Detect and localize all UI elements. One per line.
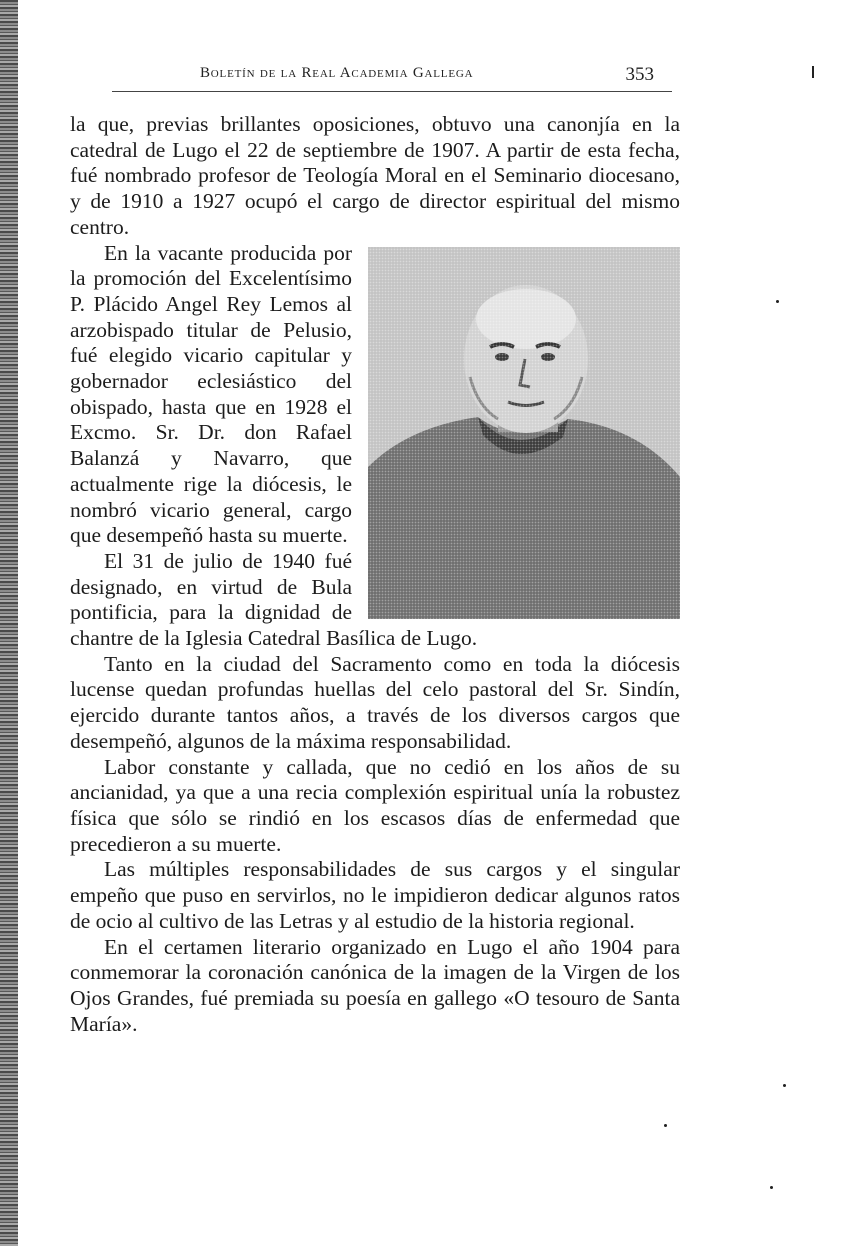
paragraph: Tanto en la ciudad del Sacramento como en toda la diócesis lucense quedan profundas huellas del celo pastoral del Sr. Sindín, ejercido durante tantos años, a través de los diversos cargos que desempeñó, algunos de la máxima responsabilidad. <box>70 651 680 753</box>
print-speck <box>664 1124 667 1127</box>
page-header <box>112 62 672 92</box>
paragraph: En el certamen literario organizado en Lugo el año 1904 para conmemorar la coronación canónica de la imagen de la Virgen de los Ojos Grandes, fué premiada su poesía en gallego «O tesouro de Santa María». <box>70 934 680 1036</box>
page-number: 353 <box>625 64 654 85</box>
book-binding-edge <box>0 0 18 1246</box>
header-rule <box>112 91 672 92</box>
portrait-photo <box>368 247 680 619</box>
paragraph: la que, previas brillantes oposiciones, obtuvo una canonjía en la catedral de Lugo el 22 de septiembre de 1907. A partir de esta fecha, fué nombrado profesor de Teología Moral en el Seminario diocesano, y de 1910 a 1927 ocupó el cargo de director espiritual del mismo centro. <box>70 112 680 239</box>
paragraph: El 31 de julio de 1940 fué designado, en virtud de Bula pontificia, para la dignidad de chantre de la Iglesia Catedral Basílica de Lugo. <box>70 548 478 651</box>
paragraph-with-figure <box>70 241 680 549</box>
print-speck <box>776 300 779 303</box>
paragraph: Las múltiples responsabilidades de sus cargos y el singular empeño que puso en servirlos, no le impidieron dedicar algunos ratos de ocio al cultivo de las Letras y al estudio de la historia regional. <box>70 857 680 933</box>
paragraph: Labor constante y callada, que no cedió en los años de su ancianidad, ya que a una recia complexión espiritual unía la robustez física que sólo se rindió en los escasos días de enfermedad que precedieron a su muerte. <box>70 754 680 856</box>
halftone-overlay <box>368 247 680 619</box>
paragraph-text: En la vacante producida por la promoción del Excelentísimo P. Plácido Angel Rey Lemos al arzobispado titular de Pelusio, fué elegido vicario capitular y gobernador eclesiástico del obispado, hasta que en 1928 el Excmo. Sr. Dr. don Rafael Balanzá y Navarro, que actualmente rige la diócesis, le nombró vicario general, cargo que desempeñó hasta su muerte. <box>70 240 352 548</box>
running-title: Boletín de la Real Academia Gallega <box>200 65 474 81</box>
print-speck <box>812 66 814 78</box>
print-speck <box>770 1186 773 1189</box>
article-body <box>70 112 680 1037</box>
print-speck <box>783 1084 786 1087</box>
